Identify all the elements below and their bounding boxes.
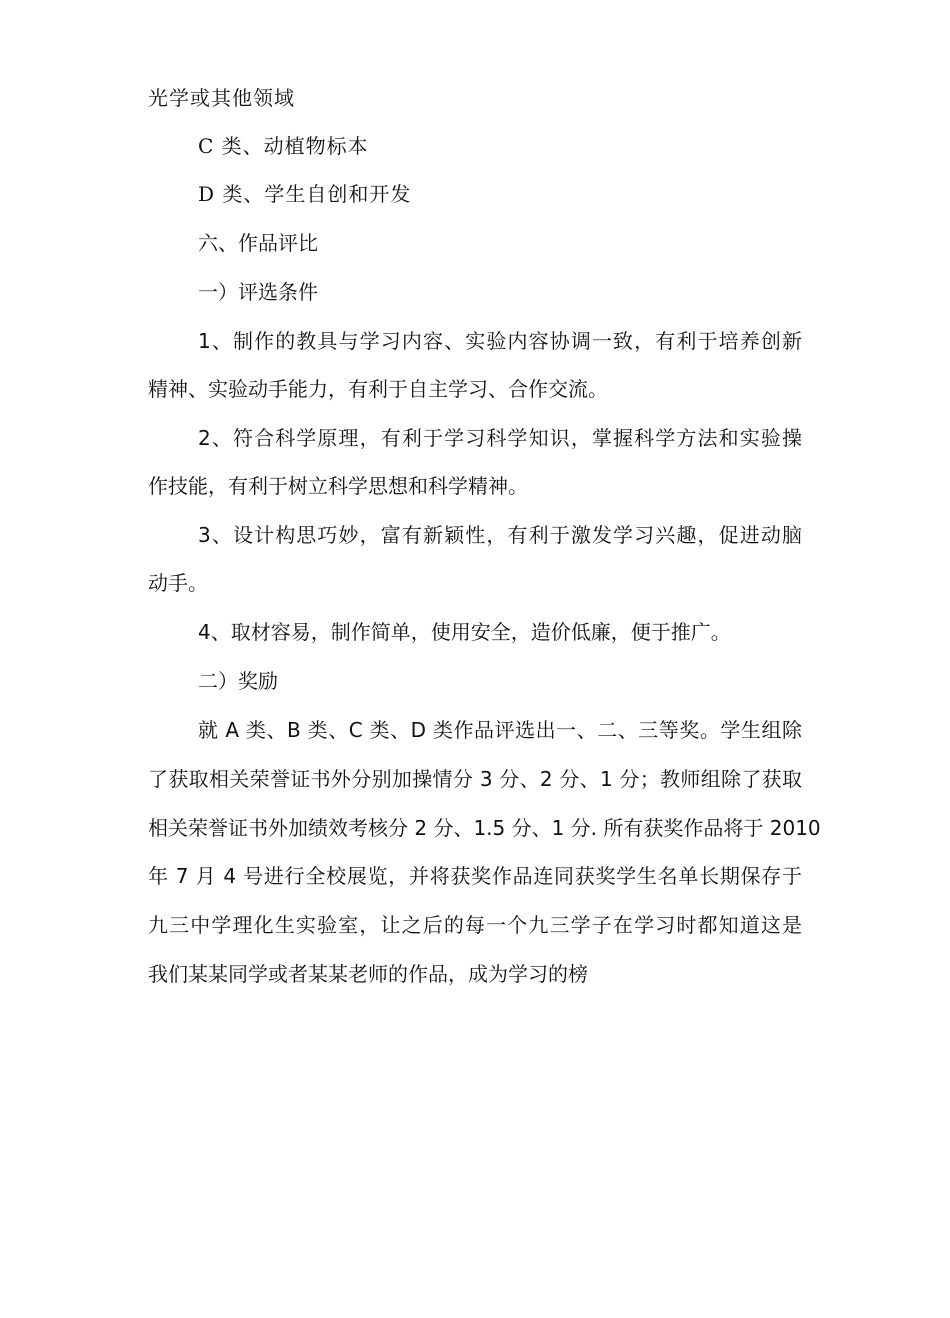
criteria-item-1-line-1: 1、制作的教具与学习内容、实验内容协调一致，有利于培养创新 bbox=[198, 329, 802, 353]
criteria-item-3-line-2: 动手。 bbox=[148, 571, 208, 595]
criteria-item-4: 4、取材容易，制作简单，使用安全，造价低廉，便于推广。 bbox=[198, 620, 731, 644]
awards-paragraph-line-6: 我们某某同学或者某某老师的作品，成为学习的榜 bbox=[148, 962, 588, 986]
text-line-category-c: C 类、动植物标本 bbox=[198, 134, 369, 158]
awards-paragraph-line-4: 年 7 月 4 号进行全校展览，并将获奖作品连同获奖学生名单长期保存于 bbox=[148, 864, 802, 888]
section-heading-evaluation: 六、作品评比 bbox=[198, 231, 318, 255]
awards-paragraph-line-5: 九三中学理化生实验室，让之后的每一个九三学子在学习时都知道这是 bbox=[148, 913, 802, 937]
criteria-item-2-line-1: 2、符合科学原理，有利于学习科学知识，掌握科学方法和实验操 bbox=[198, 426, 802, 450]
text-line-category-b-continuation: 光学或其他领域 bbox=[148, 86, 295, 110]
text-line-category-d: D 类、学生自创和开发 bbox=[198, 182, 412, 206]
criteria-item-1-line-2: 精神、实验动手能力，有利于自主学习、合作交流。 bbox=[148, 377, 608, 401]
criteria-item-2-line-2: 作技能，有利于树立科学思想和科学精神。 bbox=[148, 474, 528, 498]
awards-paragraph-line-2: 了获取相关荣誉证书外分别加操情分 3 分、2 分、1 分；教师组除了获取 bbox=[148, 767, 802, 791]
awards-paragraph-line-1: 就 A 类、B 类、C 类、D 类作品评选出一、二、三等奖。学生组除 bbox=[198, 718, 802, 742]
subsection-heading-criteria: 一）评选条件 bbox=[198, 280, 318, 304]
subsection-heading-awards: 二）奖励 bbox=[198, 669, 278, 693]
criteria-item-3-line-1: 3、设计构思巧妙，富有新颖性，有利于激发学习兴趣，促进动脑 bbox=[198, 523, 802, 547]
awards-paragraph-line-3: 相关荣誉证书外加绩效考核分 2 分、1.5 分、1 分. 所有获奖作品将于 2010 bbox=[148, 816, 821, 840]
